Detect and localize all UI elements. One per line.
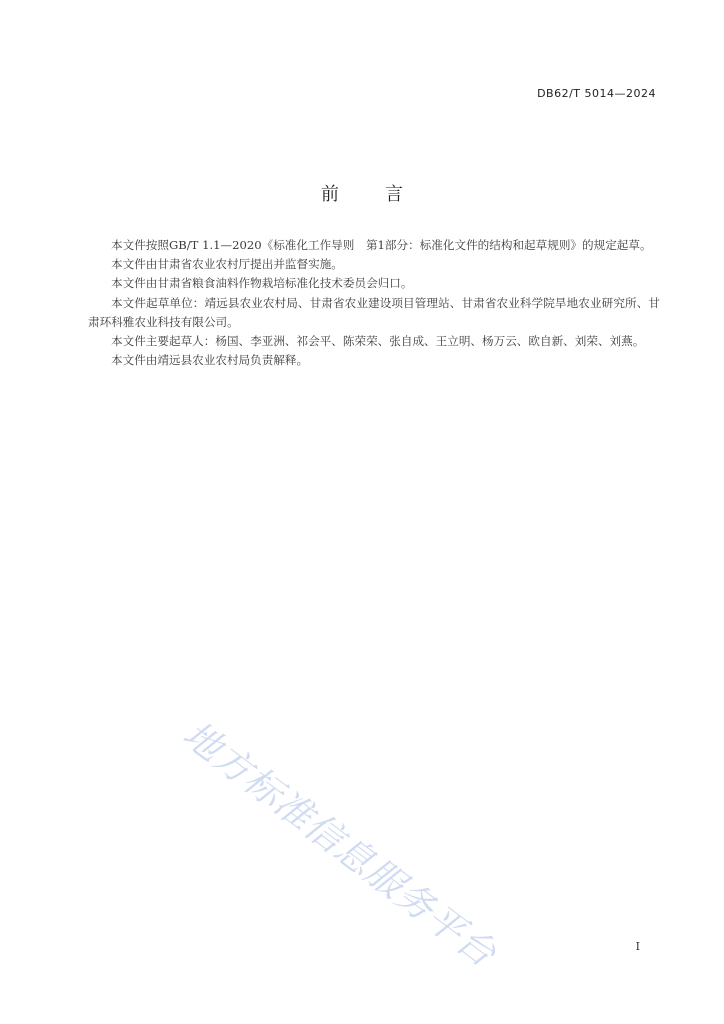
paragraph-committee: 本文件由甘肃省粮食油料作物栽培标准化技术委员会归口。 <box>111 276 413 291</box>
foreword-body <box>88 236 660 370</box>
document-code: DB62/T 5014—2024 <box>537 87 656 100</box>
paragraph-drafting-rules: 本文件按照GB/T 1.1—2020《标准化工作导则 第1部分：标准化文件的结构和起草规则》的规定起草。 <box>111 238 652 252</box>
page-number: I <box>635 940 640 953</box>
paragraph-drafting-units: 本文件起草单位：靖远县农业农村局、甘肃省农业建设项目管理站、甘肃省农业科学院旱地农业研究所、甘肃环科雅农业科技有限公司。 <box>88 295 660 329</box>
paragraph-interpretation: 本文件由靖远县农业农村局负责解释。 <box>111 353 309 368</box>
paragraph-drafters: 本文件主要起草人：杨国、李亚洲、祁会平、陈荣荣、张自成、王立明、杨万云、欧自新、刘荣、刘燕。 <box>111 334 645 349</box>
paragraph-proposer: 本文件由甘肃省农业农村厅提出并监督实施。 <box>111 257 343 272</box>
page-title: 前言 <box>321 184 449 205</box>
watermark: 地方标准信息服务平台 <box>174 712 505 976</box>
